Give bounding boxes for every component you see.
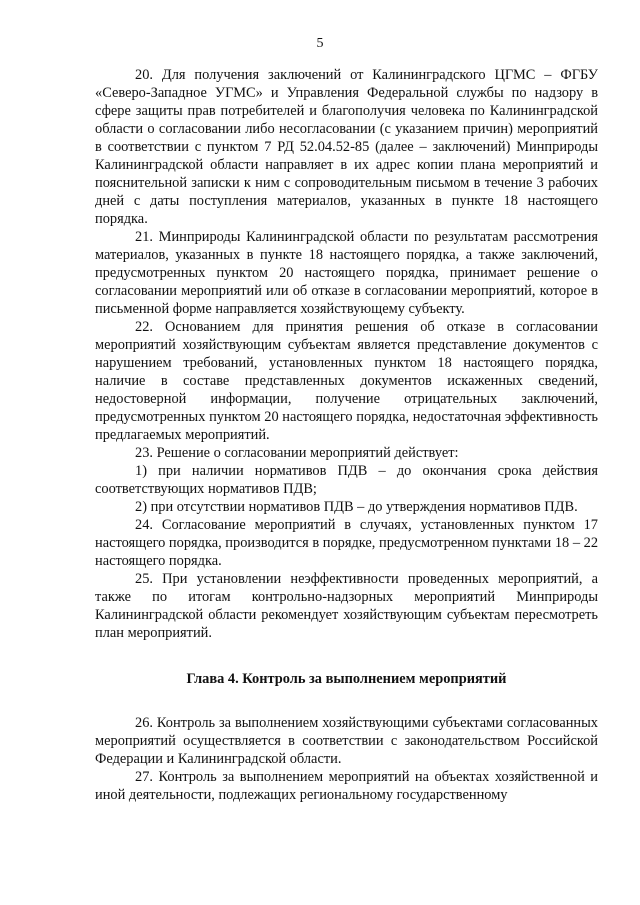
paragraph-21: 21. Минприроды Калининградской области по результатам рассмотрения материалов, указанных в пункте 18 настоящего порядка, а также заключений, предусмотренных пунктом 20 настоящего порядка, принимает решение о согласовании мероприятий или об отказе в согласовании мероприятий, которое в письменной форме направляется хозяйствующему субъекту. xyxy=(95,229,598,317)
paragraph-26: 26. Контроль за выполнением хозяйствующими субъектами согласованных мероприятий осуществляется в соответствии с законодательством Российской Федерации и Калининградской области. xyxy=(95,715,598,767)
paragraph-20: 20. Для получения заключений от Калининградского ЦГМС – ФГБУ «Северо-Западное УГМС» и Управления Федеральной службы по надзору в сфере защиты прав потребителей и благополучия человека по Калининградской области о согласовании либо несогласовании (с указанием причин) мероприятий в соответствии с пунктом 7 РД 52.04.52-85 (далее – заключений) Минприроды Калининградской области направляет в их адрес копии плана мероприятий и пояснительной записки к ним с сопроводительным письмом в течение 3 рабочих дней с даты поступления материалов, указанных в пункте 18 настоящего порядка. xyxy=(95,67,598,227)
document-body xyxy=(95,66,598,804)
paragraph-22: 22. Основанием для принятия решения об отказе в согласовании мероприятий хозяйствующим субъектам является представление документов с нарушением требований, установленных пунктом 18 настоящего порядка, наличие в составе представленных документов искаженных сведений, недостоверной информации, получение отрицательных заключений, предусмотренных пунктом 20 настоящего порядка, недостаточная эффективность предлагаемых мероприятий. xyxy=(95,319,598,443)
chapter-heading: Глава 4. Контроль за выполнением мероприятий xyxy=(186,671,507,687)
paragraph-23-item-1: 1) при наличии нормативов ПДВ – до окончания срока действия соответствующих нормативов ПДВ; xyxy=(95,463,598,497)
paragraph-23: 23. Решение о согласовании мероприятий действует: xyxy=(135,445,459,461)
page-number: 5 xyxy=(316,36,324,51)
paragraph-23-item-2: 2) при отсутствии нормативов ПДВ – до утверждения нормативов ПДВ. xyxy=(135,499,578,515)
paragraph-24: 24. Согласование мероприятий в случаях, установленных пунктом 17 настоящего порядка, производится в порядке, предусмотренном пунктами 18 – 22 настоящего порядка. xyxy=(95,517,599,569)
paragraph-27: 27. Контроль за выполнением мероприятий на объектах хозяйственной и иной деятельности, подлежащих региональному государственному xyxy=(95,769,598,803)
paragraph-25: 25. При установлении неэффективности проведенных мероприятий, а также по итогам контрольно-надзорных мероприятий Минприроды Калининградской области рекомендует хозяйствующим субъектам пересмотреть план мероприятий. xyxy=(95,571,598,641)
